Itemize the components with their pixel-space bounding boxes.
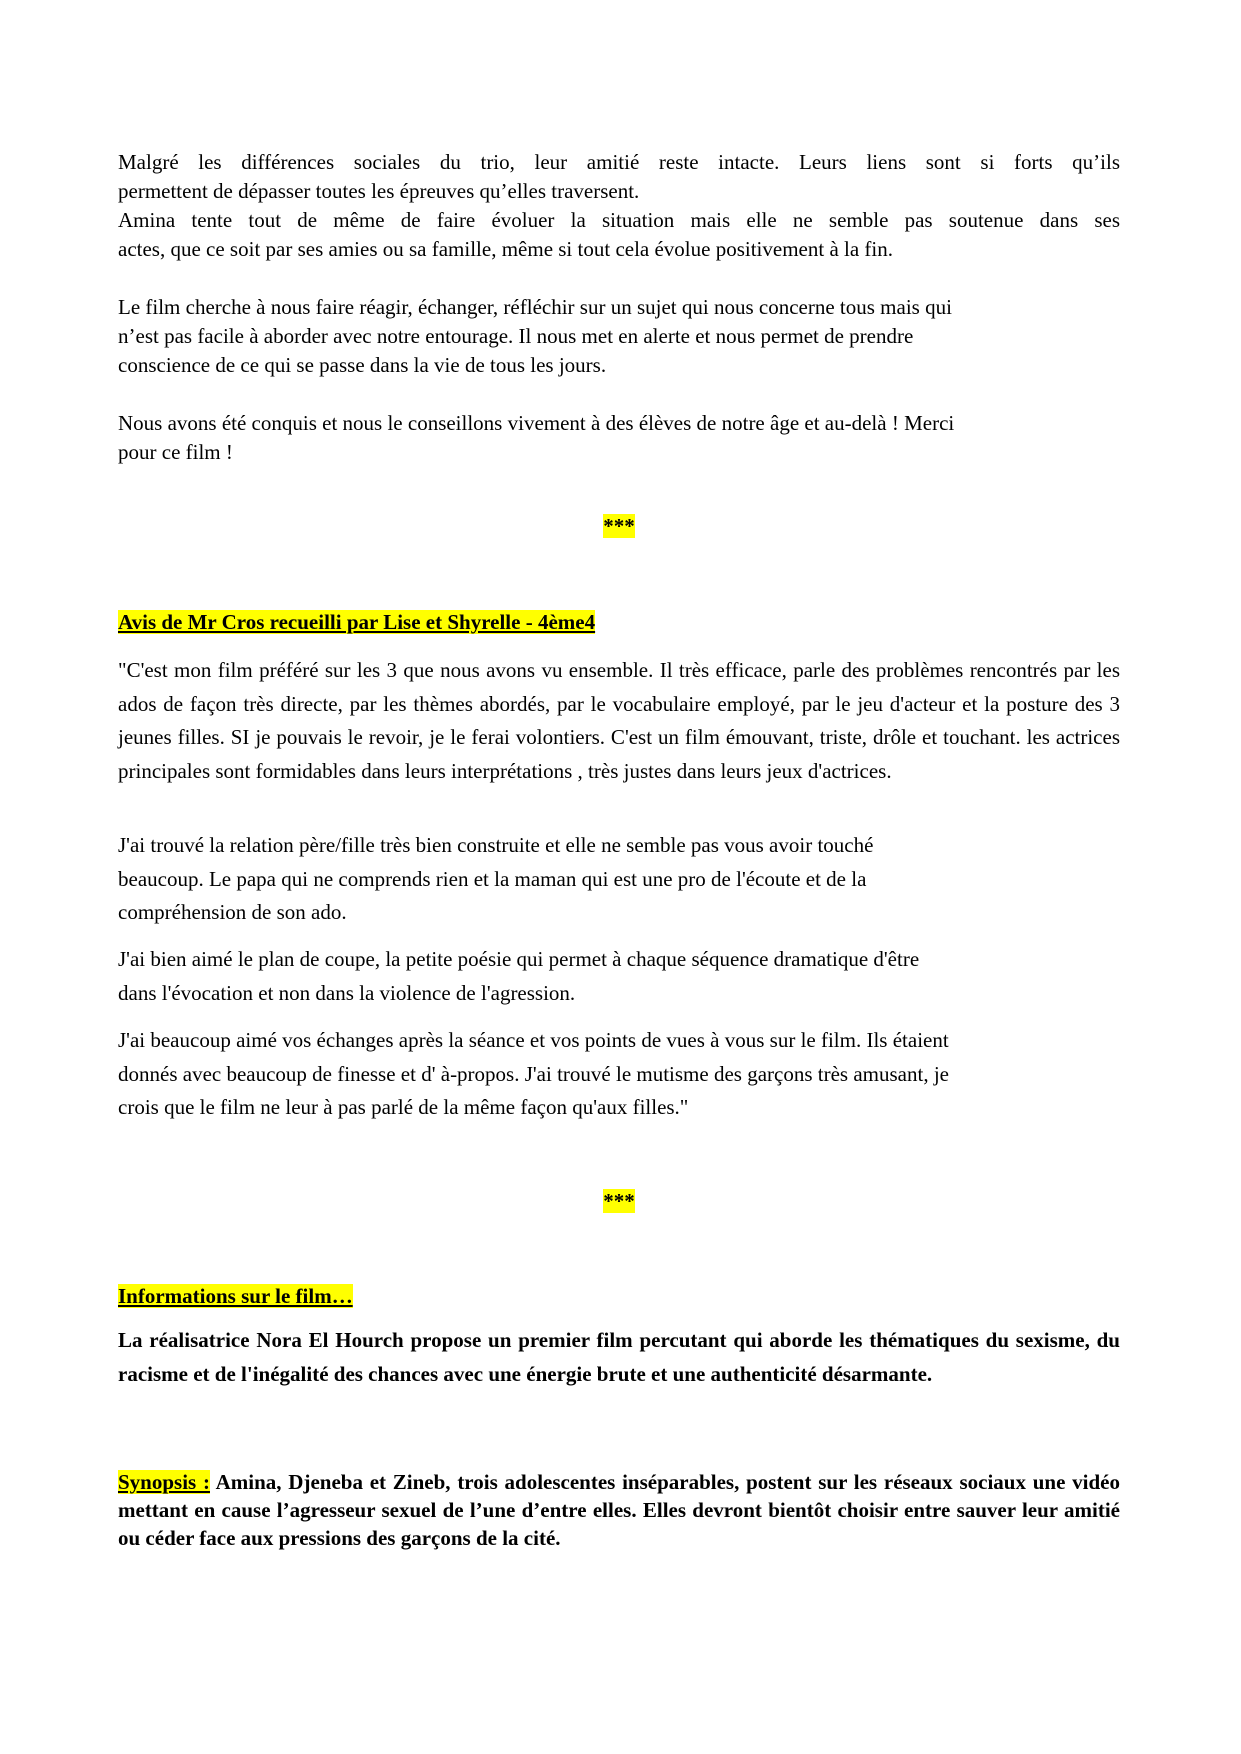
text-line: Le film cherche à nous faire réagir, échanger, réfléchir sur un sujet qui nous concerne tous mais qui xyxy=(118,295,952,319)
paragraph-film-purpose xyxy=(118,293,1120,380)
paragraph-quote-2 xyxy=(118,829,1120,930)
text-line: Amina tente tout de même de faire évoluer la situation mais elle ne semble pas soutenue dans ses xyxy=(118,208,1120,232)
section-heading: Informations sur le film… xyxy=(118,1284,353,1308)
text-line: Nous avons été conquis et nous le conseillons vivement à des élèves de notre âge et au-delà ! Merci xyxy=(118,411,955,435)
quote-text: "C'est mon film préféré sur les 3 que nous avons vu ensemble. Il très efficace, parle des problèmes rencontrés par les ados de façon très directe, par les thèmes abordés, par le vocabulaire employé, par le jeu d'acteur et la posture des 3 jeunes filles. SI je pouvais le revoir, je le ferai volontiers. C'est un film émouvant, triste, drôle et touchant. les actrices principales sont formidables dans leurs interprétations , très justes dans leurs jeux d'actrices. xyxy=(118,658,1120,783)
paragraph-friendship xyxy=(118,148,1120,264)
separator-text: *** xyxy=(603,514,635,538)
text-line: J'ai trouvé la relation père/fille très bien construite et elle ne semble pas vous avoir touché xyxy=(118,833,874,857)
text-line: pour ce film ! xyxy=(118,440,233,464)
synopsis-text: Amina, Djeneba et Zineb, trois adolescentes inséparables, postent sur les réseaux sociaux une vidéo mettant en cause l’agresseur sexuel de l’une d’entre elles. Elles devront bientôt choisir entre sauver leur amitié ou céder face aux pressions des garçons de la cité. xyxy=(118,1470,1120,1550)
text-line: compréhension de son ado. xyxy=(118,900,347,924)
separator-text: *** xyxy=(603,1189,635,1213)
text-line: permettent de dépasser toutes les épreuves qu’elles traversent. xyxy=(118,179,640,203)
section-heading: Avis de Mr Cros recueilli par Lise et Shyrelle - 4ème4 xyxy=(118,610,596,634)
text-line: J'ai beaucoup aimé vos échanges après la séance et vos points de vues à vous sur le film. Ils étaient xyxy=(118,1028,949,1052)
text-line: dans l'évocation et non dans la violence de l'agression. xyxy=(118,980,576,1005)
paragraph-director-intro xyxy=(118,1324,1120,1391)
heading-film-info xyxy=(118,1282,1120,1311)
text-line: n’est pas facile à aborder avec notre entourage. Il nous met en alerte et nous permet de prendre xyxy=(118,324,914,348)
text-line: J'ai bien aimé le plan de coupe, la petite poésie qui permet à chaque séquence dramatique d'être xyxy=(118,947,920,971)
paragraph-quote-3 xyxy=(118,943,1120,1010)
heading-teacher-review xyxy=(118,608,1120,637)
text-line: actes, que ce soit par ses amies ou sa famille, même si tout cela évolue positivement à la fin. xyxy=(118,237,894,261)
text-line: crois que le film ne leur à pas parlé de la même façon qu'aux filles." xyxy=(118,1095,689,1119)
separator-2 xyxy=(118,1187,1120,1216)
text-line: beaucoup. Le papa qui ne comprends rien et la maman qui est une pro de l'écoute et de la xyxy=(118,866,867,891)
text-line: Malgré les différences sociales du trio, leur amitié reste intacte. Leurs liens sont si forts qu’ils xyxy=(118,150,1120,174)
synopsis-label: Synopsis : xyxy=(118,1470,210,1494)
text-line: donnés avec beaucoup de finesse et d' à-propos. J'ai trouvé le mutisme des garçons très amusant, je xyxy=(118,1061,949,1086)
intro-text: La réalisatrice Nora El Hourch propose un premier film percutant qui aborde les thématiques du sexisme, du racisme et de l'inégalité des chances avec une énergie brute et une authenticité désarmante. xyxy=(118,1328,1120,1386)
paragraph-quote-4 xyxy=(118,1024,1120,1125)
text-line: conscience de ce qui se passe dans la vie de tous les jours. xyxy=(118,353,607,377)
paragraph-quote-1 xyxy=(118,654,1120,788)
separator-1 xyxy=(118,512,1120,541)
paragraph-synopsis xyxy=(118,1468,1120,1552)
paragraph-recommendation xyxy=(118,409,1120,467)
